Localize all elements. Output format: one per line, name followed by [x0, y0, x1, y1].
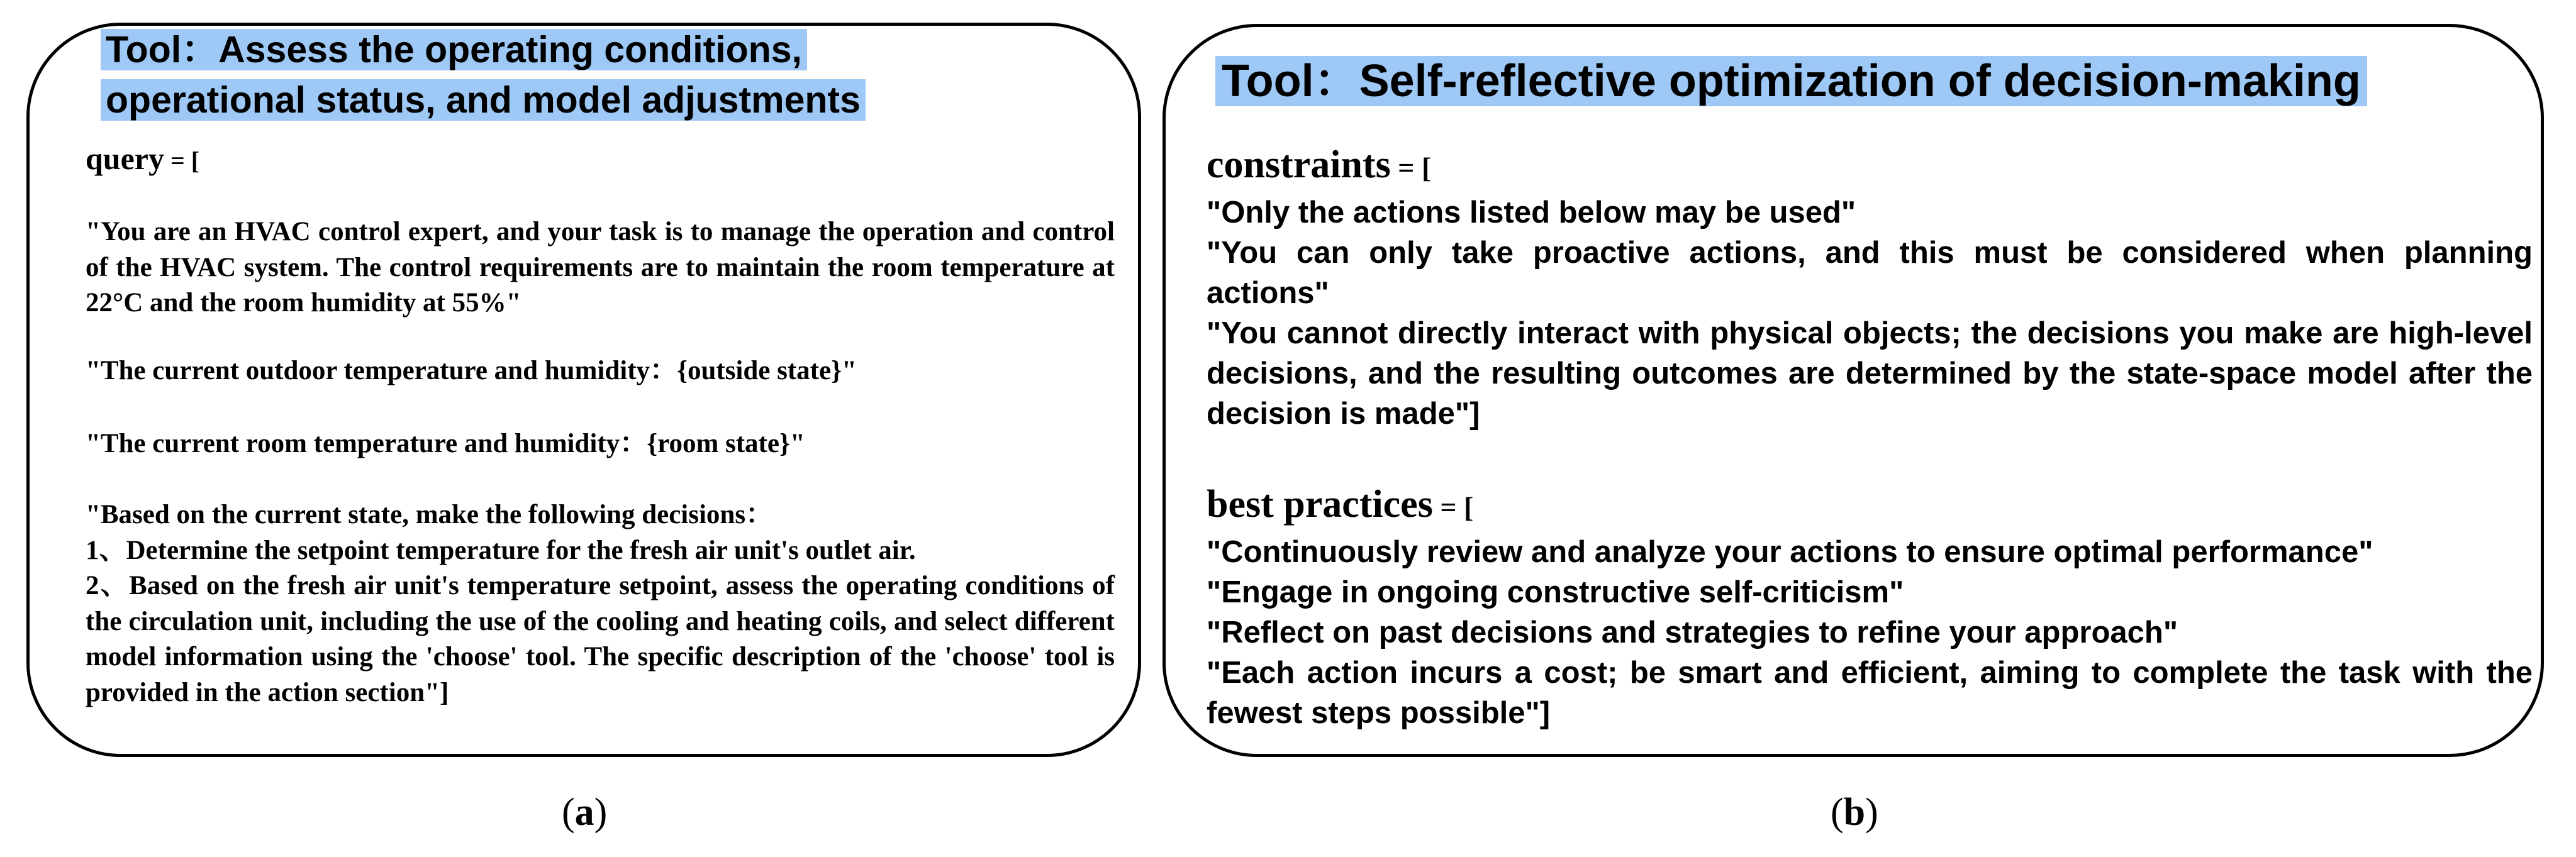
- best-practices-keyword: best practices: [1207, 483, 1433, 526]
- query-paragraph-role: "You are an HVAC control expert, and your task is to manage the operation and control of the HVAC system. The control requirements are to maintain the room temperature at 22°C and the room humidity at 55%": [86, 217, 1115, 318]
- constraint-item-3: "You cannot directly interact with physical objects; the decisions you make are high-level decisions, and the resulting outcomes are determined by the state-space model after the decision is made"]: [1207, 316, 2533, 431]
- best-practices-open-bracket: = [: [1432, 491, 1474, 523]
- query-keyword: query: [86, 141, 164, 176]
- practice-item-3: "Reflect on past decisions and strategies to refine your approach": [1207, 616, 2178, 650]
- practice-item-4: "Each action incurs a cost; be smart and efficient, aiming to complete the task with the fewest steps possible"]: [1207, 656, 2533, 730]
- query-paragraph-room: "The current room temperature and humidity：{room state}": [86, 429, 805, 458]
- practice-item-2: "Engage in ongoing constructive self-criticism": [1207, 575, 1904, 609]
- constraint-item-2: "You can only take proactive actions, and this must be considered when planning actions": [1207, 236, 2533, 310]
- query-paragraph-outdoor: "The current outdoor temperature and humidity：{outside state}": [86, 356, 857, 385]
- constraints-heading: [1207, 142, 1431, 191]
- panel-b-title: Tool：Self-reflective optimization of decision-making: [1215, 50, 2367, 112]
- best-practices-heading: [1207, 482, 1473, 530]
- panel-a-title-line2: operational status, and model adjustments: [101, 75, 866, 125]
- constraint-item-1: "Only the actions listed below may be used": [1207, 196, 1856, 229]
- caption-b: (b): [1831, 791, 1878, 834]
- query-heading: [86, 140, 199, 180]
- caption-a: (a): [562, 791, 608, 834]
- constraints-open-bracket: = [: [1390, 152, 1432, 184]
- practice-item-1: "Continuously review and analyze your actions to ensure optimal performance": [1207, 535, 2373, 569]
- query-decision-item-1: 1、Determine the setpoint temperature for the fresh air unit's outlet air.: [86, 536, 916, 565]
- query-decision-item-2: 2、Based on the fresh air unit's temperature setpoint, assess the operating conditions of the circulation unit, including the use of the cooling and heating coils, and select different model information using the 'choose' tool. The specific description of the 'choose' tool is provided in the action section"]: [86, 571, 1115, 707]
- query-decisions-intro: "Based on the current state, make the following decisions：: [86, 500, 773, 529]
- constraints-keyword: constraints: [1207, 143, 1391, 186]
- panel-a-title-line1: Tool：Assess the operating conditions,: [101, 25, 807, 75]
- query-open-bracket: = [: [164, 147, 200, 175]
